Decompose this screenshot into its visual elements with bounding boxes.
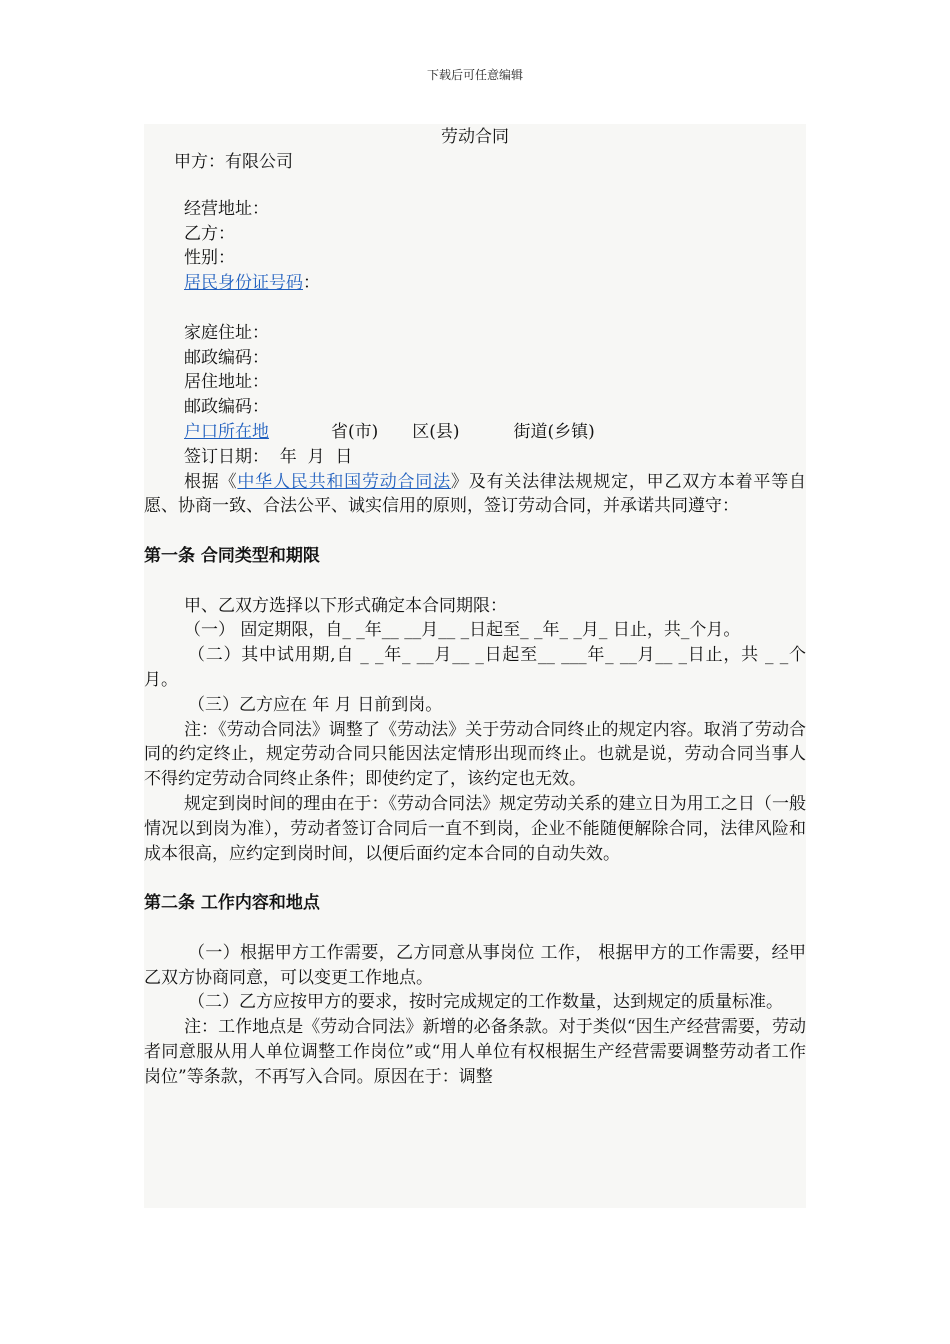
article-2-note: 注：工作地点是《劳动合同法》新增的必备条款。对于类似“因生产经营需要，劳动者同意服从用人单位调整工作岗位”或“用人单位有权根据生产经营需要调整劳动者工作岗位”等条款，不再写入合同。原因在于：调整 xyxy=(144,1017,806,1087)
article-1-note-2: 规定到岗时间的理由在于：《劳动合同法》规定劳动关系的建立日为用工之日（一般情况以到岗为准），劳动者签订合同后一直不到岗，企业不能随便解除合同，法律风险和成本很高，应约定到岗时间，以便后面约定本合同的自动失效。 xyxy=(144,793,806,864)
intro-prefix: 根据《 xyxy=(184,471,238,492)
hukou-link[interactable]: 户口所在地 xyxy=(184,421,269,442)
id-number-link[interactable]: 居民身份证号码 xyxy=(184,273,303,294)
article-1-para-4: （三）乙方应在 年 月 日前到岗。 xyxy=(188,694,443,715)
postal-code-line-1: 邮政编码： xyxy=(184,347,269,368)
header-note: 下载后可任意编辑 xyxy=(426,68,523,82)
party-b-line: 乙方： xyxy=(184,223,235,244)
intro-paragraph xyxy=(144,470,806,520)
spacer xyxy=(144,296,806,321)
postal-code-line-2: 邮政编码： xyxy=(184,397,269,418)
labor-contract-law-link[interactable]: 中华人民共和国劳动合同法 xyxy=(237,471,451,492)
sign-date-line: 签订日期： 年 月 日 xyxy=(184,446,353,467)
hukou-street: 街道(乡镇) xyxy=(513,421,595,442)
business-address-line: 经营地址： xyxy=(184,198,269,219)
article-1-note-1: 注：《劳动合同法》调整了《劳动法》关于劳动合同终止的规定内容。取消了劳动合同的约定终止，规定劳动合同只能因法定情形出现而终止。也就是说，劳动合同当事人不得约定劳动合同终止条件；即使约定了，该约定也无效。 xyxy=(144,719,806,790)
hukou-line xyxy=(144,420,806,445)
contract-document xyxy=(144,124,806,1208)
spacer xyxy=(144,175,806,197)
spacer xyxy=(144,916,806,941)
article-1-para-3: （二）其中试用期,自 _ _年_ __月__ _日起至__ ___年_ __月__ _日止，共 _ _个月。 xyxy=(144,645,806,690)
party-a-line: 甲方：有限公司 xyxy=(174,152,293,172)
gender-line: 性别： xyxy=(184,248,235,269)
id-number-line xyxy=(144,271,806,296)
article-1-heading: 第一条 合同类型和期限 xyxy=(144,545,320,566)
spacer xyxy=(144,866,806,891)
spacer xyxy=(144,569,806,594)
article-1-para-2: （一） 固定期限，自_ _年__ __月__ _日起至_ _年_ _月_ 日止，共_个月。 xyxy=(184,620,741,641)
article-2-para-2: （二）乙方应按甲方的要求，按时完成规定的工作数量，达到规定的质量标准。 xyxy=(188,992,783,1013)
home-address-line: 家庭住址： xyxy=(184,322,269,343)
article-2-para-1: （一）根据甲方工作需要，乙方同意从事岗位 工作， 根据甲方的工作需要，经甲乙双方协商同意，可以变更工作地点。 xyxy=(144,942,806,988)
article-2-heading: 第二条 工作内容和地点 xyxy=(144,893,320,914)
document-title: 劳动合同 xyxy=(441,127,509,147)
spacer xyxy=(144,519,806,544)
id-number-colon: ： xyxy=(303,273,320,294)
article-1-para-1: 甲、乙双方选择以下形式确定本合同期限： xyxy=(184,595,507,616)
hukou-district: 区(县) xyxy=(412,421,460,442)
intro-suffix: 》及有关法律法规规定，甲乙双方本着平等自愿、协商一致、合法公平、诚实信用的原则，签订劳动合同，并承诺共同遵守： xyxy=(144,471,806,517)
residence-address-line: 居住地址： xyxy=(184,372,269,393)
hukou-province: 省(市) xyxy=(331,421,379,442)
